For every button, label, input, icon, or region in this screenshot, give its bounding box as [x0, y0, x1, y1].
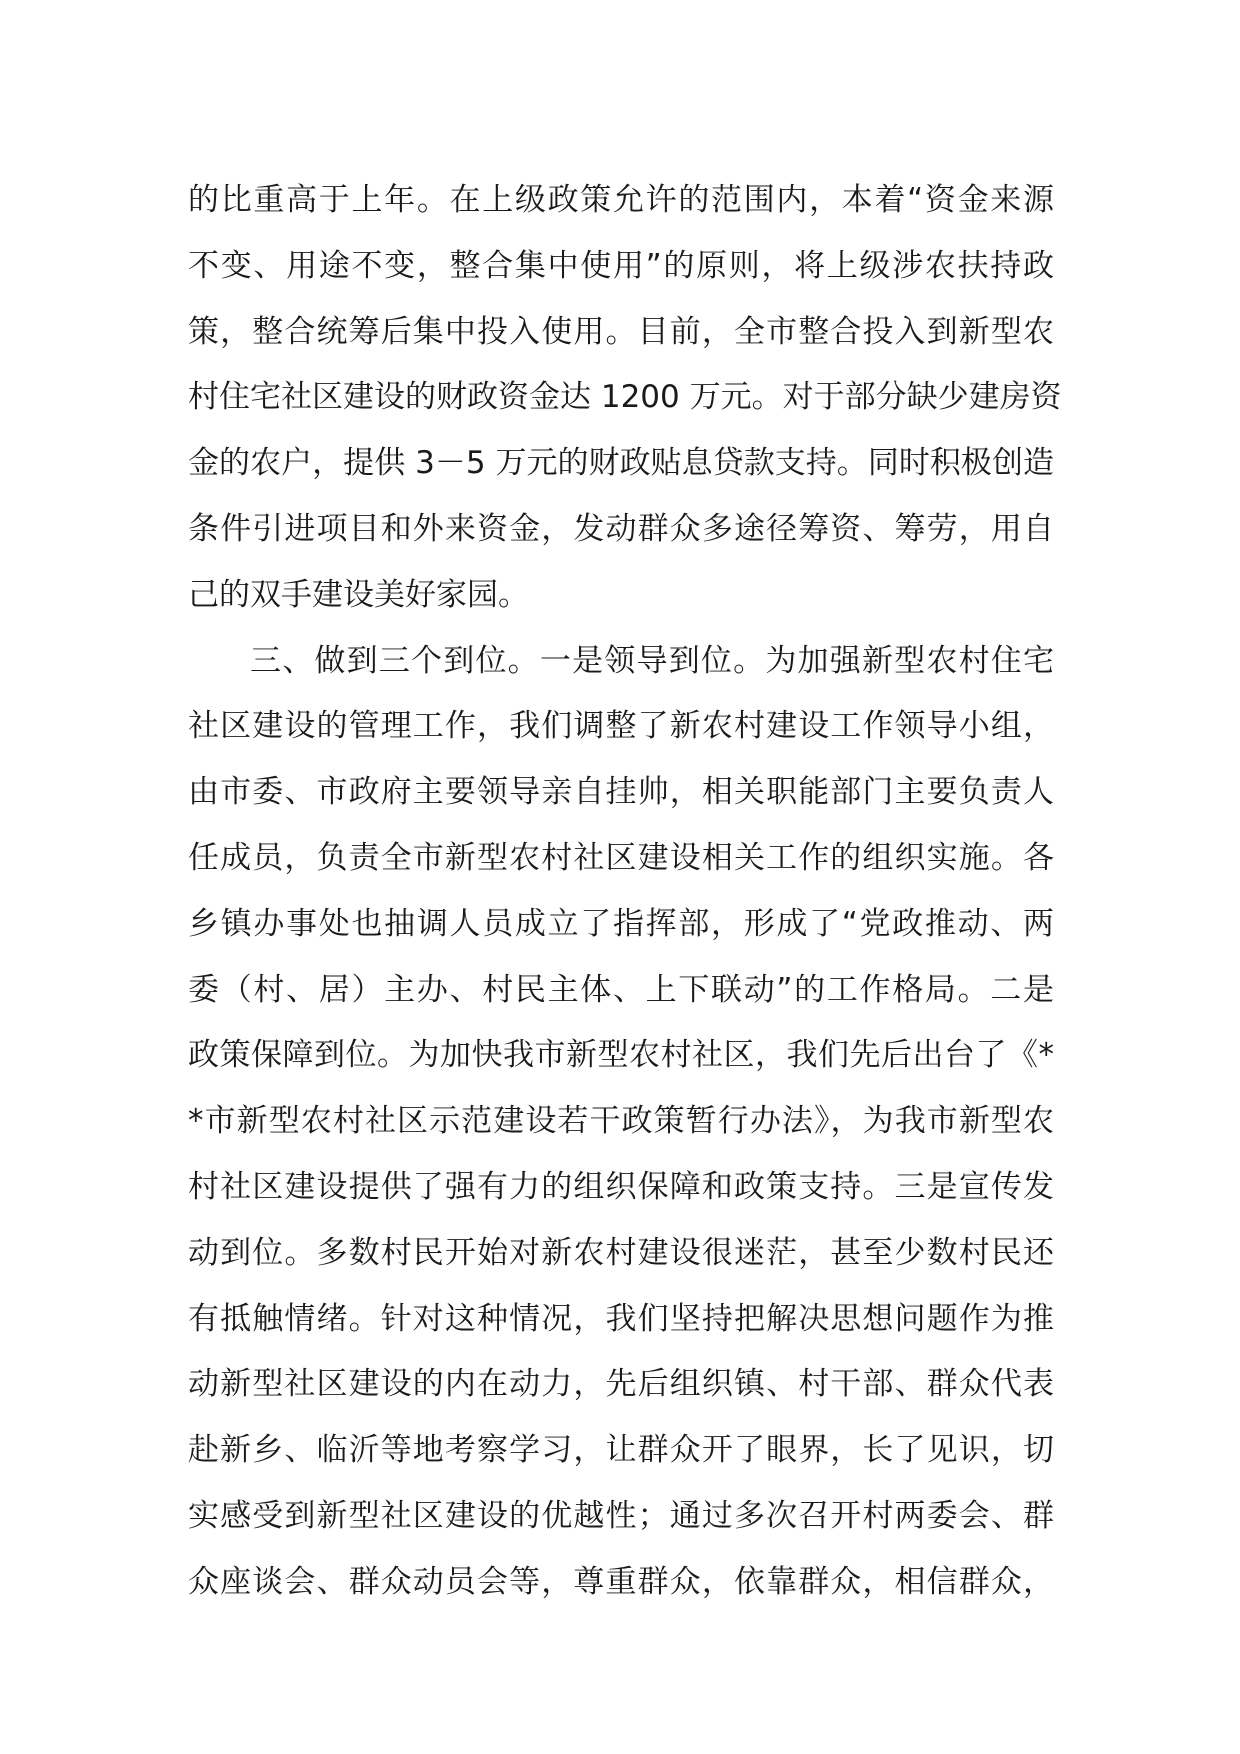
- text-line: 村社区建设提供了强有力的组织保障和政策支持。三是宣传发: [188, 1168, 1054, 1205]
- text-line: *市新型农村社区示范建设若干政策暂行办法》，为我市新型农: [188, 1103, 1054, 1140]
- text-line: 动到位。多数村民开始对新农村建设很迷茫，甚至少数村民还: [188, 1234, 1054, 1271]
- text-line: 有抵触情绪。针对这种情况，我们坚持把解决思想问题作为推: [188, 1300, 1054, 1337]
- text-line: 金的农户，提供 3－5 万元的财政贴息贷款支持。同时积极创造: [188, 445, 1054, 482]
- text-line: 委（村、居）主办、村民主体、上下联动”的工作格局。二是: [188, 971, 1054, 1008]
- text-line: 动新型社区建设的内在动力，先后组织镇、村干部、群众代表: [188, 1366, 1054, 1403]
- text-line: 由市委、市政府主要领导亲自挂帅，相关职能部门主要负责人: [188, 774, 1054, 811]
- body-text: [188, 168, 1062, 1616]
- text-line: 赴新乡、临沂等地考察学习，让群众开了眼界，长了见识，切: [188, 1432, 1054, 1469]
- text-line: 政策保障到位。为加快我市新型农村社区，我们先后出台了《*: [188, 1037, 1054, 1074]
- text-line: 的比重高于上年。在上级政策允许的范围内，本着“资金来源: [188, 182, 1054, 218]
- paragraph-end-line: 己的双手建设美好家园。: [188, 576, 529, 613]
- text-line: 策，整合统筹后集中投入使用。目前，全市整合投入到新型农: [188, 313, 1054, 350]
- text-line: 村住宅社区建设的财政资金达 1200 万元。对于部分缺少建房资: [188, 379, 1062, 416]
- text-line: 乡镇办事处也抽调人员成立了指挥部，形成了“党政推动、两: [188, 905, 1054, 942]
- text-line: 条件引进项目和外来资金，发动群众多途径筹资、筹劳，用自: [188, 510, 1054, 547]
- paragraph-start-line: 三、做到三个到位。一是领导到位。为加强新型农村住宅: [250, 642, 1054, 679]
- text-line: 不变、用途不变，整合集中使用”的原则，将上级涉农扶持政: [188, 247, 1054, 284]
- text-line: 众座谈会、群众动员会等，尊重群众，依靠群众，相信群众，: [188, 1563, 1054, 1600]
- text-line: 实感受到新型社区建设的优越性；通过多次召开村两委会、群: [188, 1497, 1054, 1534]
- text-line: 任成员，负责全市新型农村社区建设相关工作的组织实施。各: [188, 839, 1054, 876]
- text-line: 社区建设的管理工作，我们调整了新农村建设工作领导小组，: [188, 708, 1054, 745]
